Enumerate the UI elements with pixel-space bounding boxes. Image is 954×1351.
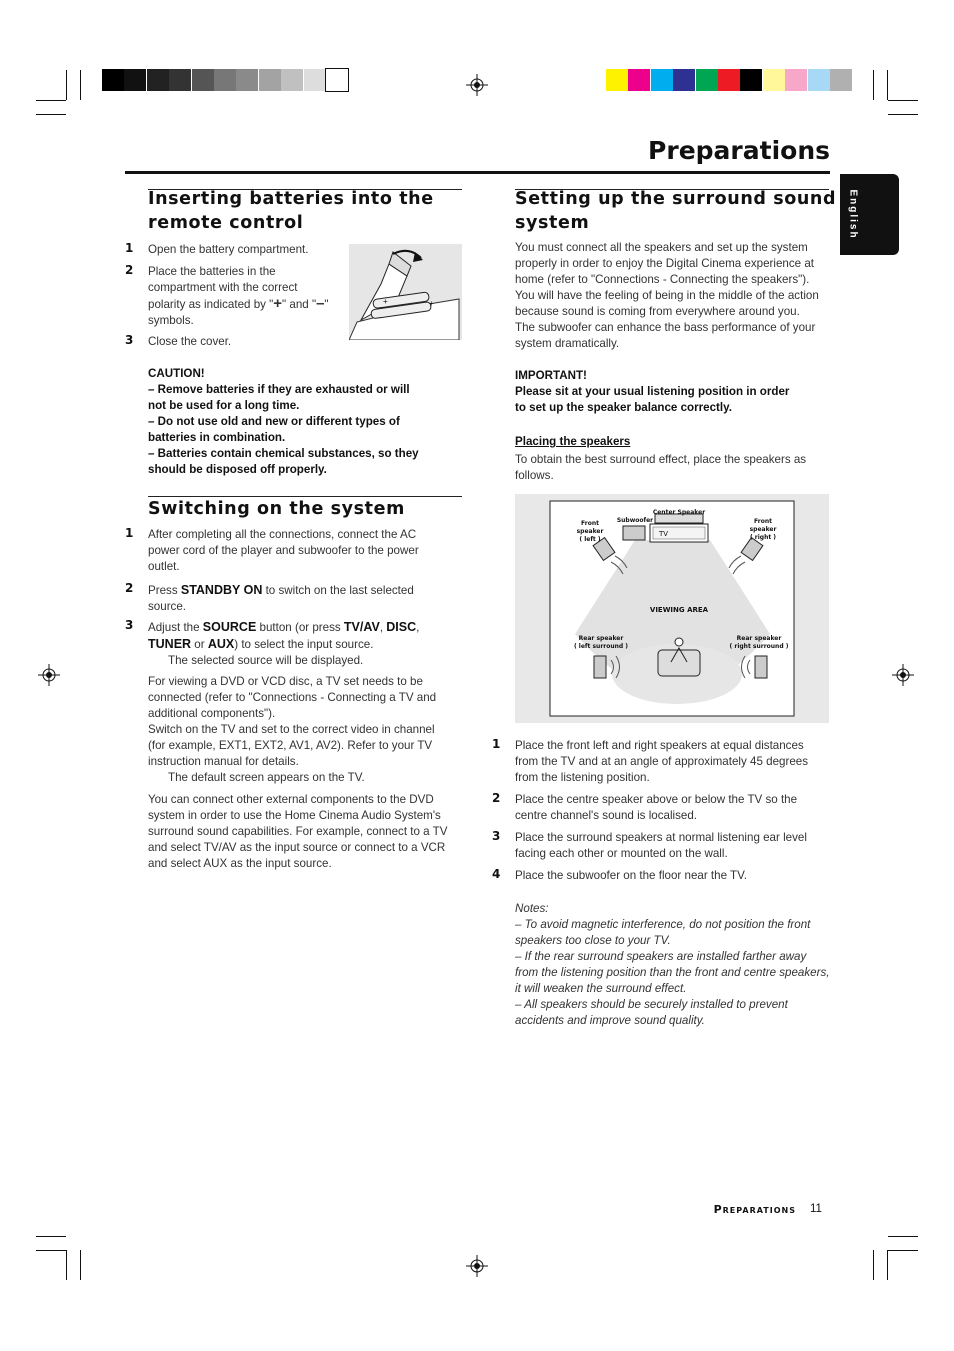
crop-mark bbox=[888, 114, 918, 115]
step-number: 1 bbox=[125, 526, 134, 540]
step-number: 3 bbox=[125, 333, 134, 347]
color-swatch bbox=[785, 69, 807, 91]
disc-key: DISC bbox=[386, 620, 417, 634]
color-swatch bbox=[281, 69, 303, 91]
switching-step-3: Adjust the SOURCE button (or press TV/AV, DISC, TUNER or AUX) to select the input source. The selected source will be displayed. bbox=[148, 620, 420, 667]
color-swatch bbox=[236, 69, 258, 91]
source-key: SOURCE bbox=[202, 620, 257, 634]
standby-on-key: STANDBY ON bbox=[180, 583, 263, 597]
color-swatch bbox=[763, 69, 785, 91]
switching-step-2: Press STANDBY ON to switch on the last selected source. bbox=[148, 583, 414, 613]
front-right-label-1: Front bbox=[754, 518, 772, 525]
color-swatch bbox=[147, 69, 169, 91]
front-right-label-2: speaker bbox=[749, 526, 777, 533]
tv-label: TV bbox=[659, 530, 669, 538]
color-swatch bbox=[326, 69, 348, 91]
batteries-heading: Inserting batteries into the remote control bbox=[148, 189, 434, 233]
front-right-label-3: ( right ) bbox=[749, 534, 777, 541]
step-number: 3 bbox=[125, 618, 134, 632]
crop-mark bbox=[80, 1250, 81, 1280]
front-left-label-2: speaker bbox=[576, 528, 604, 535]
caution-text: – Remove batteries if they are exhausted or will not be used for a long time. – Do not use old and new or different types of batteries in combination. – Batteries contain chemical substances, so they should be disposed off properly. bbox=[148, 383, 419, 476]
surround-step-1: Place the front left and right speakers at equal distances from the TV and at an angle of approximately 45 degrees from the listening position. bbox=[515, 739, 809, 784]
color-swatch bbox=[259, 69, 281, 91]
crop-mark bbox=[888, 100, 918, 101]
crop-mark bbox=[36, 1236, 66, 1237]
center-speaker-label: Center Speaker bbox=[652, 509, 706, 516]
crop-mark bbox=[888, 1236, 918, 1237]
registration-mark-icon bbox=[892, 664, 914, 686]
front-left-label-3: ( left ) bbox=[579, 536, 601, 543]
subwoofer-label: Subwoofer bbox=[616, 517, 654, 524]
registration-mark-icon bbox=[466, 74, 488, 96]
svg-text:+: + bbox=[429, 299, 434, 308]
language-tab bbox=[840, 174, 899, 255]
page-number: 11 bbox=[810, 1203, 822, 1215]
step-number: 1 bbox=[125, 241, 134, 255]
battery-compartment-illustration bbox=[349, 244, 462, 340]
color-swatch bbox=[124, 69, 146, 91]
color-swatch bbox=[304, 69, 326, 91]
color-swatch bbox=[718, 69, 740, 91]
color-swatch bbox=[102, 69, 124, 91]
viewing-area-label: VIEWING AREA bbox=[649, 606, 709, 614]
batteries-step-2: Place the batteries in the compartment with the correct polarity as indicated by "+" and "–" symbols. bbox=[148, 265, 329, 327]
color-swatch bbox=[673, 69, 695, 91]
important-text: Please sit at your usual listening position in order to set up the speaker balance correctly. bbox=[515, 385, 790, 414]
switching-step-1: After completing all the connections, connect the AC power cord of the player and subwoofer to the power outlet. bbox=[148, 528, 419, 573]
crop-mark bbox=[66, 70, 67, 100]
rear-right-label-2: ( right surround ) bbox=[729, 643, 789, 650]
aux-key: AUX bbox=[207, 637, 235, 651]
step-number: 4 bbox=[492, 867, 501, 881]
speaker-placement-diagram bbox=[515, 494, 829, 723]
plus-symbol: + bbox=[273, 295, 283, 312]
title-rule bbox=[125, 171, 830, 174]
svg-text:+: + bbox=[383, 297, 388, 306]
tuner-key: TUNER bbox=[148, 637, 192, 651]
crop-mark bbox=[873, 1250, 874, 1280]
color-swatch bbox=[830, 69, 852, 91]
color-swatch bbox=[696, 69, 718, 91]
surround-heading: Setting up the surround sound system bbox=[515, 189, 837, 233]
crop-mark bbox=[873, 70, 874, 100]
crop-mark bbox=[887, 1250, 888, 1280]
batteries-step-1: Open the battery compartment. bbox=[148, 243, 309, 256]
caution-title: CAUTION! bbox=[148, 367, 205, 380]
crop-mark bbox=[80, 70, 81, 100]
crop-mark bbox=[888, 1250, 918, 1251]
switching-heading: Switching on the system bbox=[148, 499, 405, 519]
placing-speakers-title: Placing the speakers bbox=[515, 435, 631, 448]
footer-section-label: Preparations bbox=[713, 1203, 796, 1216]
surround-step-2: Place the centre speaker above or below the TV so the centre channel's sound is localised. bbox=[515, 793, 798, 822]
batteries-step-3: Close the cover. bbox=[148, 335, 232, 348]
color-swatch bbox=[214, 69, 236, 91]
front-left-label-1: Front bbox=[581, 520, 599, 527]
step-number: 1 bbox=[492, 737, 501, 751]
minus-symbol: – bbox=[316, 295, 325, 312]
placing-speakers-text: To obtain the best surround effect, place the speakers as follows. bbox=[515, 453, 807, 482]
color-swatch bbox=[808, 69, 830, 91]
rear-left-label-2: ( left surround ) bbox=[573, 643, 629, 650]
color-swatch bbox=[169, 69, 191, 91]
color-swatch bbox=[651, 69, 673, 91]
registration-mark-icon bbox=[38, 664, 60, 686]
step-number: 2 bbox=[125, 263, 134, 277]
switching-para-tv: For viewing a DVD or VCD disc, a TV set needs to be connected (refer to "Connections - Connecting a TV and additional components"). Switch on the TV and set to the correct video in channel (for example, EXT1, EXT2, AV1, AV2). Refer to your TV instruction manual for details. The default screen appears on the TV. bbox=[148, 675, 437, 784]
rear-left-label-1: Rear speaker bbox=[578, 635, 624, 642]
surround-step-3: Place the surround speakers at normal listening ear level facing each other or mounted on the wall. bbox=[515, 831, 807, 860]
step-number: 2 bbox=[125, 581, 134, 595]
surround-intro: You must connect all the speakers and set up the system properly in order to enjoy the Digital Cinema experience at home (refer to "Connections - Connecting the speakers"). You will have the feeling of being in the middle of the action because sound is coming from everywhere around you. The subwoofer can enhance the bass performance of your system dramatically. bbox=[515, 241, 819, 350]
rear-right-label-1: Rear speaker bbox=[736, 635, 782, 642]
color-swatch bbox=[192, 69, 214, 91]
crop-mark bbox=[36, 1250, 66, 1251]
crop-mark bbox=[66, 1250, 67, 1280]
color-swatch bbox=[606, 69, 628, 91]
notes: Notes: – To avoid magnetic interference, do not position the front speakers too close to your TV. – If the rear surround speakers are installed farther away from the listening position than the front and centre speakers, it will weaken the surround effect. – All speakers should be securely installed to prevent accidents and improve sound quality. bbox=[515, 902, 830, 1027]
color-swatch bbox=[740, 69, 762, 91]
switching-para-external: You can connect other external components to the DVD system in order to use the Home Cinema Audio System's surround sound capabilities. For example, connect to a TV and select TV/AV as the input source or connect to a VCR and select AUX as the input source. bbox=[148, 793, 448, 870]
step-number: 3 bbox=[492, 829, 501, 843]
crop-mark bbox=[887, 70, 888, 100]
registration-mark-icon bbox=[466, 1255, 488, 1277]
crop-mark bbox=[36, 100, 66, 101]
surround-step-4: Place the subwoofer on the floor near the TV. bbox=[515, 869, 748, 882]
language-tab-label: English bbox=[847, 189, 859, 240]
color-swatch bbox=[628, 69, 650, 91]
page-title: Preparations bbox=[648, 136, 830, 165]
important-title: IMPORTANT! bbox=[515, 369, 587, 382]
step-number: 2 bbox=[492, 791, 501, 805]
tv-av-key: TV/AV bbox=[343, 620, 380, 634]
crop-mark bbox=[36, 114, 66, 115]
